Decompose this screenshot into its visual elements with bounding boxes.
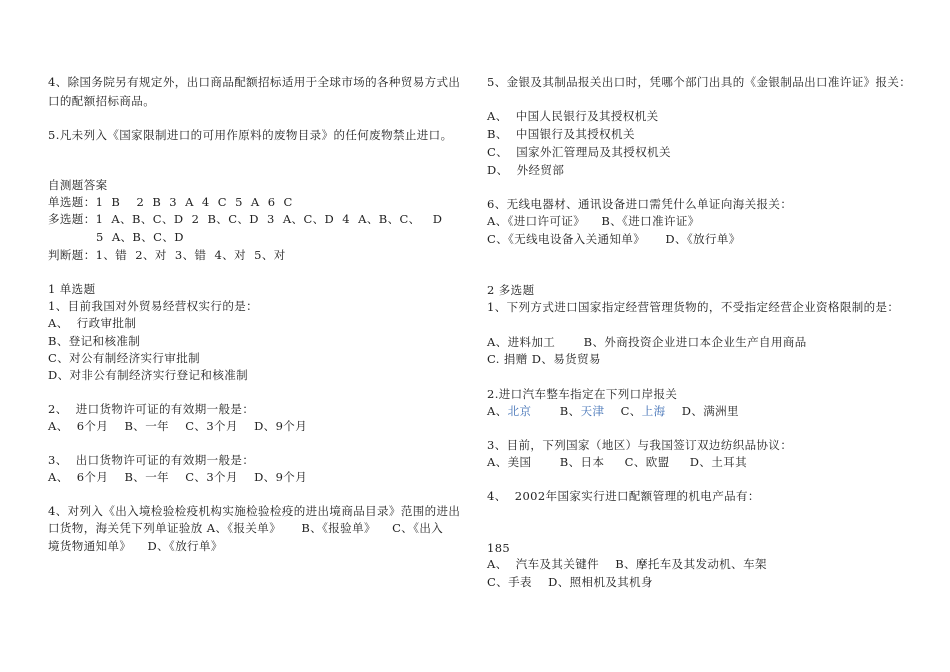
option-label: A、 [487,404,508,418]
option-text: D、 外经贸部 [487,163,565,177]
text-line: 口的配额招标商品。 [48,94,156,108]
option-text: A、 行政审批制 [48,316,137,330]
page-number: 185 [487,541,511,555]
question-text: 2、 进口货物许可证的有效期一般是： [48,402,255,416]
option-label: D、满洲里 [665,404,739,418]
port-beijing-link[interactable]: 北京 [507,404,532,418]
option-label: C、 [604,404,642,418]
option-line-ports [487,404,739,418]
question-text: 1、下列方式进口国家指定经营管理货物的，不受指定经营企业资格限制的是： [487,300,900,314]
option-text: C、 国家外汇管理局及其授权机关 [487,145,671,159]
section-heading: 1 单选题 [48,282,96,296]
question-text: 口货物，海关凭下列单证验放 A、《报关单》 B、《报验单》 C、《出入 [48,521,444,535]
option-text: A、 6个月 B、一年 C、3个月 D、9个月 [48,419,308,433]
question-text: 6、无线电器材、通讯设备进口需凭什么单证向海关报关： [487,197,793,211]
question-text: 3、 出口货物许可证的有效期一般是： [48,453,255,467]
question-text: 境货物通知单》 D、《放行单》 [48,539,223,553]
text-line: 单选题：1 B 2 B 3 A 4 C 5 A 6 C [48,195,293,209]
option-text: A、进料加工 B、外商投资企业进口本企业生产自用商品 [487,335,807,349]
option-text: A、 中国人民银行及其授权机关 [487,109,659,123]
text-line: 5.凡未列入《国家限制进口的可用作原料的废物目录》的任何废物禁止进口。 [48,128,453,142]
option-text: C、《无线电设备入关通知单》 D、《放行单》 [487,232,741,246]
text-line: 多选题：1 A、B、C、D 2 B、C、D 3 A、C、D 4 A、B、C、 D [48,212,443,226]
option-text: D、对非公有制经济实行登记和核准制 [48,368,249,382]
port-tianjin-link[interactable]: 天津 [580,404,605,418]
text-line: 判断题：1、错 2、对 3、错 4、对 5、对 [48,248,286,262]
question-text: 1、目前我国对外贸易经营权实行的是： [48,299,259,313]
option-text: C、手表 D、照相机及其机身 [487,575,653,589]
option-text: A、《进口许可证》 B、《进口准许证》 [487,214,700,228]
option-text: A、 汽车及其关键件 B、摩托车及其发动机、车架 [487,557,767,571]
question-text: 4、 2002年国家实行进口配额管理的机电产品有： [487,489,760,503]
option-text: C、对公有制经济实行审批制 [48,351,200,365]
option-text: A、美国 B、日本 C、欧盟 D、土耳其 [487,455,748,469]
question-text: 3、目前，下列国家（地区）与我国签订双边纺织品协议： [487,438,793,452]
option-text: B、 中国银行及其授权机关 [487,127,635,141]
option-text: C. 捐赠 D、易货贸易 [487,352,601,366]
port-shanghai-link[interactable]: 上海 [641,404,666,418]
option-label: B、 [531,404,581,418]
text-line: 4、除国务院另有规定外，出口商品配额招标适用于全球市场的各种贸易方式出 [48,75,461,89]
question-text: 2.进口汽车整车指定在下列口岸报关 [487,387,678,401]
question-text: 4、对列入《出入境检验检疫机构实施检验检疫的进出境商品目录》范围的进出 [48,504,461,518]
option-text: B、登记和核准制 [48,334,141,348]
question-text: 5、金银及其制品报关出口时，凭哪个部门出具的《金银制品出口准许证》报关： [487,75,912,89]
section-heading: 自测题答案 [48,178,108,192]
section-heading: 2 多选题 [487,283,535,297]
option-text: A、 6个月 B、一年 C、3个月 D、9个月 [48,470,308,484]
text-line: 5 A、B、C、D [96,230,184,244]
